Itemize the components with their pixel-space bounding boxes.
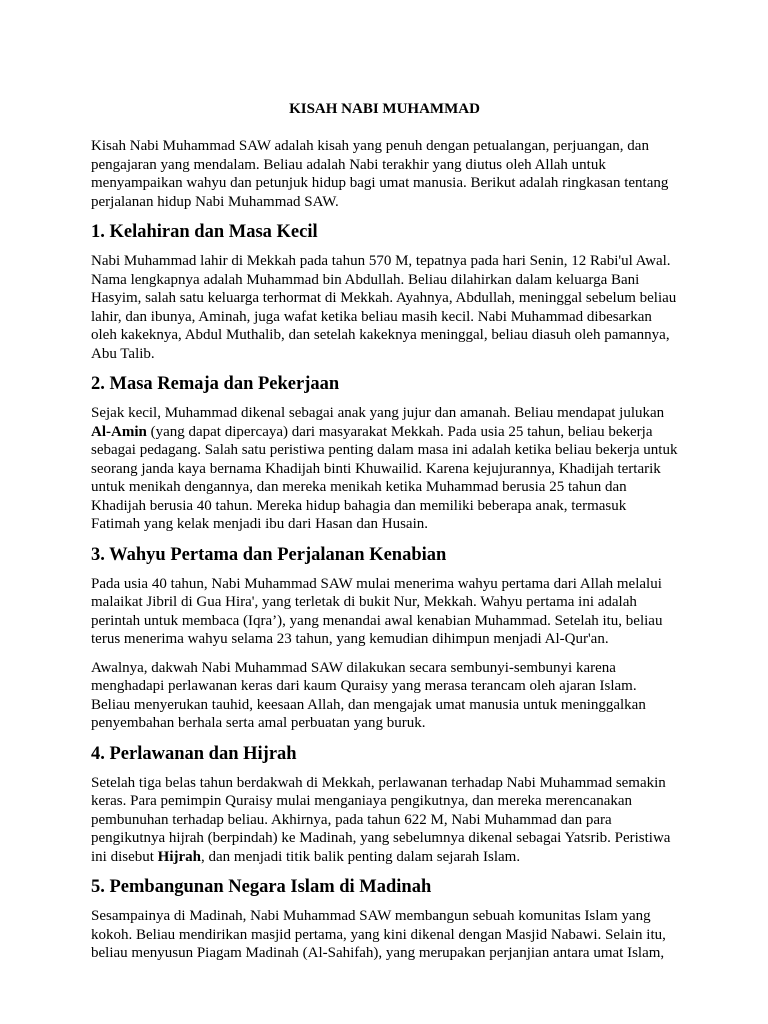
section-paragraph: [91, 774, 678, 867]
paragraph-text: (yang dapat dipercaya) dari masyarakat Mekkah. Pada usia 25 tahun, beliau bekerja sebagai pedagang. Salah satu peristiwa penting dalam masa ini adalah ketika beliau bekerja untuk seorang janda kaya bernama Khadijah binti Khuwailid. Karena kejujurannya, Khadijah tertarik untuk menikah dengannya, dan mereka menikah ketika Muhammad berusia 25 tahun dan Khadijah berusia 40 tahun. Mereka hidup bahagia dan memiliki beberapa anak, termasuk Fatimah yang kelak menjadi ibu dari Hasan dan Husain.: [91, 423, 678, 532]
section-4: [91, 743, 678, 867]
section-5: [91, 876, 678, 963]
intro-paragraph: Kisah Nabi Muhammad SAW adalah kisah yang penuh dengan petualangan, perjuangan, dan pengajaran yang mendalam. Beliau adalah Nabi terakhir yang diutus oleh Allah untuk menyampaikan wahyu dan petunjuk hidup bagi umat manusia. Berikut adalah ringkasan tentang perjalanan hidup Nabi Muhammad SAW.: [91, 138, 669, 210]
section-paragraph: Pada usia 40 tahun, Nabi Muhammad SAW mulai menerima wahyu pertama dari Allah melalui malaikat Jibril di Gua Hira', yang terletak di bukit Nur, Mekkah. Wahyu pertama ini adalah perintah untuk membaca (Iqra’), yang menandai awal kenabian Muhammad. Setelah itu, beliau terus menerima wahyu selama 23 tahun, yang kemudian dihimpun menjadi Al-Qur'an.: [91, 575, 663, 647]
section-heading: 1. Kelahiran dan Masa Kecil: [91, 222, 318, 242]
document-title: KISAH NABI MUHAMMAD: [289, 101, 480, 117]
paragraph-text: Sejak kecil, Muhammad dikenal sebagai anak yang jujur dan amanah. Beliau mendapat julukan: [91, 405, 665, 421]
section-1: [91, 221, 678, 363]
section-heading: 2. Masa Remaja dan Pekerjaan: [91, 374, 340, 394]
section-heading: 4. Perlawanan dan Hijrah: [91, 743, 297, 764]
bold-term-hijrah: Hijrah: [157, 848, 202, 865]
section-paragraph: [91, 404, 678, 534]
section-2: [91, 373, 678, 534]
section-paragraph: Nabi Muhammad lahir di Mekkah pada tahun 570 M, tepatnya pada hari Senin, 12 Rabi'ul Awal. Nama lengkapnya adalah Muhammad bin Abdullah. Beliau dilahirkan dalam keluarga Bani Hasyim, salah satu keluarga terhormat di Mekkah. Ayahnya, Abdullah, meninggal sebelum beliau lahir, dan ibunya, Aminah, juga wafat ketika beliau masih kecil. Nabi Muhammad dibesarkan oleh kakeknya, Abdul Muthalib, dan setelah kakeknya meninggal, beliau diasuh oleh pamannya, Abu Talib.: [91, 253, 677, 362]
section-3: [91, 544, 678, 733]
bold-term-al-amin: Al-Amin: [91, 423, 147, 440]
section-paragraph: Sesampainya di Madinah, Nabi Muhammad SAW membangun sebuah komunitas Islam yang kokoh. Beliau mendirikan masjid pertama, yang kini dikenal dengan Masjid Nabawi. Selain itu, beliau menyusun Piagam Madinah (Al-Sahifah), yang merupakan perjanjian antara umat Islam,: [91, 908, 666, 961]
section-paragraph: Awalnya, dakwah Nabi Muhammad SAW dilakukan secara sembunyi-sembunyi karena menghadapi perlawanan keras dari kaum Quraisy yang merasa terancam oleh ajaran Islam. Beliau menyerukan tauhid, keesaan Allah, dan mengajak umat manusia untuk meninggalkan penyembahan berhala serta amal perbuatan yang buruk.: [91, 659, 646, 731]
section-heading: 5. Pembangunan Negara Islam di Madinah: [91, 877, 432, 897]
paragraph-text: , dan menjadi titik balik penting dalam sejarah Islam.: [201, 848, 521, 865]
paragraph-text: Setelah tiga belas tahun berdakwah di Mekkah, perlawanan terhadap Nabi Muhammad semakin keras. Para pemimpin Quraisy mulai menganiaya pengikutnya, dan mereka merencanakan pembunuhan terhadap beliau. Akhirnya, pada tahun 622 M, Nabi Muhammad dan para pengikutnya hijrah (berpindah) ke Madinah, yang sebelumnya dikenal sebagai Yatsrib. Peristiwa ini disebut: [91, 774, 671, 865]
section-heading: 3. Wahyu Pertama dan Perjalanan Kenabian: [91, 544, 447, 565]
